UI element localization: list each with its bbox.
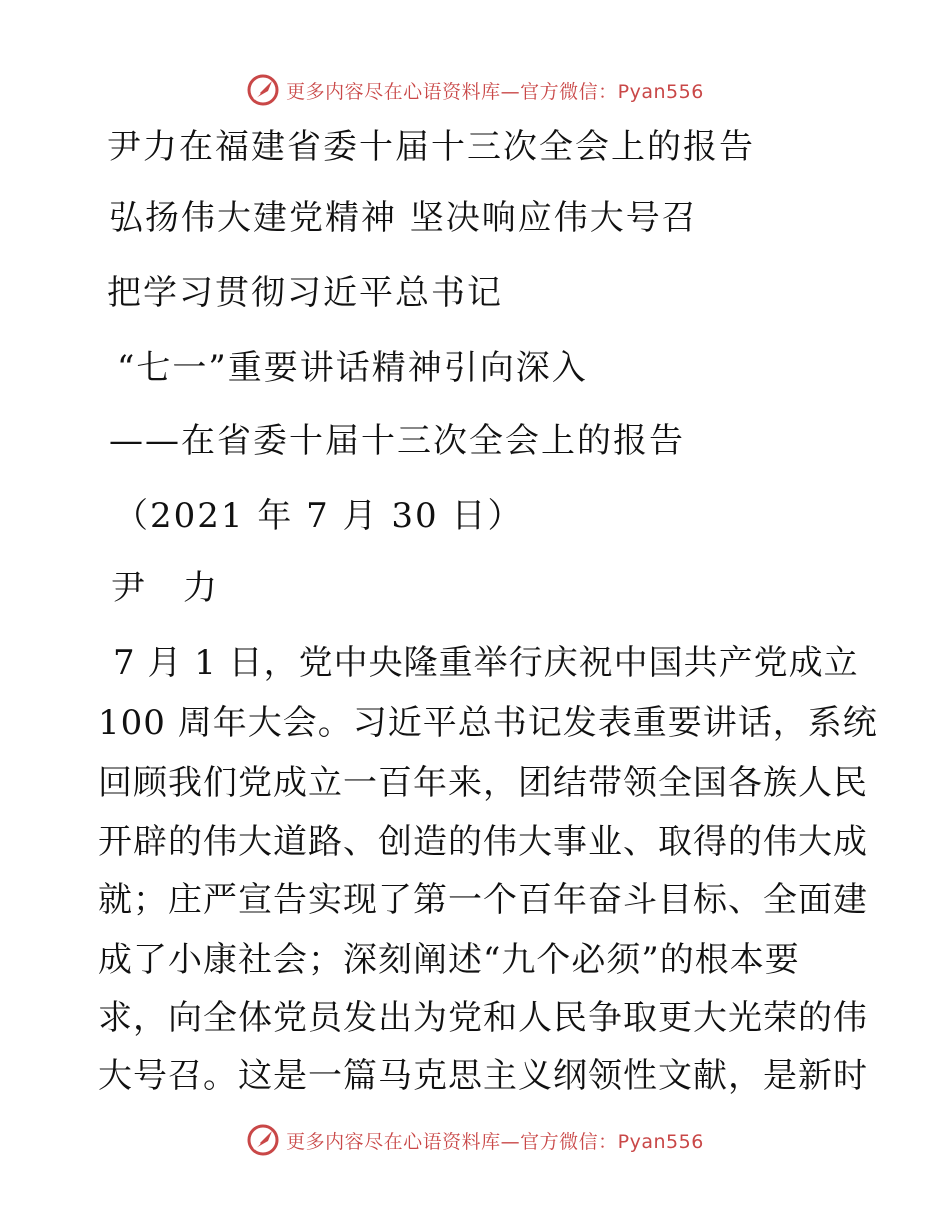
body-line: 成了小康社会；深刻阐述“九个必须”的根本要 (98, 940, 800, 980)
body-line: 7 月 1 日，党中央隆重举行庆祝中国共产党成立 (113, 643, 859, 683)
body-line: 100 周年大会。习近平总书记发表重要讲话，系统 (98, 703, 878, 743)
report-date: （2021 年 7 月 30 日） (114, 496, 524, 536)
subtitle-line-1: 弘扬伟大建党精神 坚决响应伟大号召 (109, 198, 698, 238)
body-line: 就；庄严宣告实现了第一个百年奋斗目标、全面建 (98, 880, 868, 920)
subtitle-line-4: ——在省委十届十三次全会上的报告 (109, 421, 685, 461)
subtitle-line-2: 把学习贯彻习近平总书记 (107, 273, 503, 313)
body-line: 大号召。这是一篇马克思主义纲领性文献，是新时 (98, 1056, 868, 1096)
document-title: 尹力在福建省委十届十三次全会上的报告 (107, 127, 755, 167)
body-line: 求，向全体党员发出为党和人民争取更大光荣的伟 (98, 998, 868, 1038)
watermark-text: 更多内容尽在心语资料库—官方微信：Pyan556 (286, 1130, 704, 1153)
quill-logo-icon (246, 1123, 280, 1157)
body-line: 开辟的伟大道路、创造的伟大事业、取得的伟大成 (98, 822, 868, 862)
author-name: 尹 力 (111, 568, 219, 608)
watermark-text: 更多内容尽在心语资料库—官方微信：Pyan556 (286, 80, 704, 103)
watermark-header (0, 70, 950, 110)
body-line: 回顾我们党成立一百年来，团结带领全国各族人民 (98, 763, 868, 803)
watermark-footer (0, 1120, 950, 1160)
quill-logo-icon (246, 73, 280, 107)
subtitle-line-3: “七一”重要讲话精神引向深入 (117, 348, 588, 388)
